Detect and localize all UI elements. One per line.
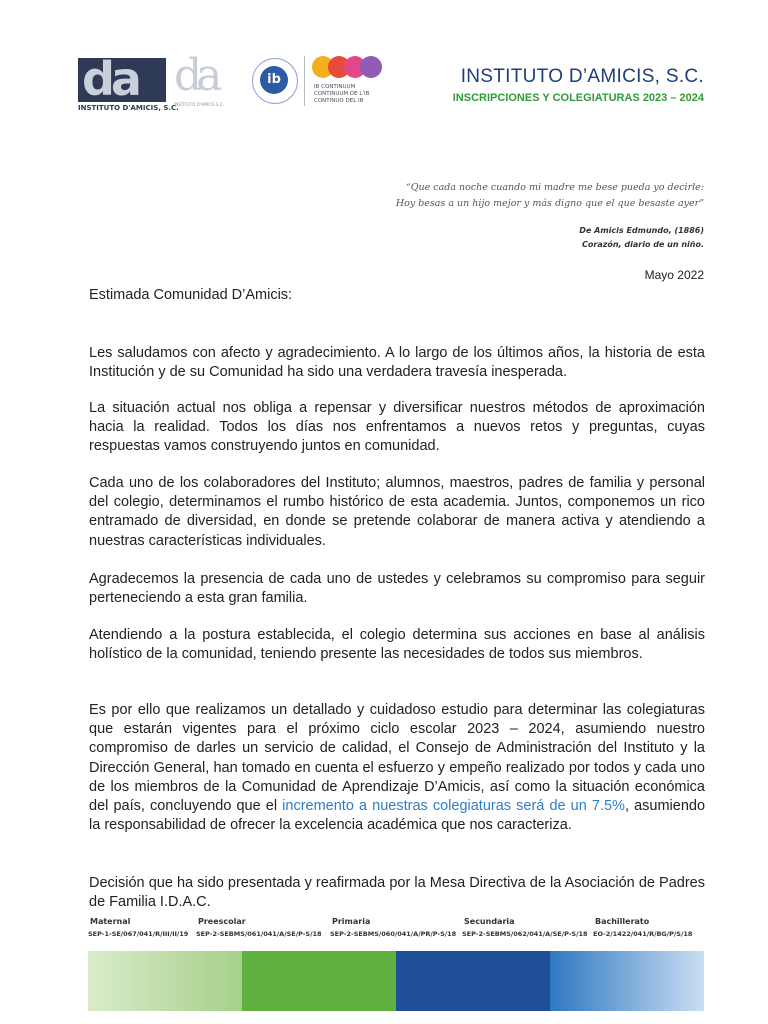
logo-damicis-outline: da INSTITUTO D'AMICIS S.C. — [174, 50, 224, 107]
ib-continuum-dots — [312, 56, 382, 80]
logo-instituto-damicis: da INSTITUTO D'AMICIS, S.C. — [78, 52, 179, 112]
level-bachillerato: Bachillerato EO-2/1422/041/R/BG/P/S/18 — [593, 917, 693, 938]
letter-date: Mayo 2022 — [644, 268, 704, 282]
ib-continuum-logo: IB CONTINUUM CONTINUUM DE L'IB CONTINUO DEL IB — [310, 56, 382, 106]
salutation: Estimada Comunidad D’Amicis: — [89, 287, 293, 303]
paragraph-4: Agradecemos la presencia de cada uno de ustedes y celebramos su compromiso para seguir perteneciendo a esta gran familia. — [89, 571, 705, 607]
band-light-green — [88, 951, 242, 1011]
epigraph-line-2: Hoy besas a un hijo mejor y más digno que el que besaste ayer” — [395, 198, 704, 209]
level-secundaria: Secundaria SEP-2-SEBMS/062/041/A/SE/P-S/18 — [462, 917, 588, 938]
paragraph-7: Decisión que ha sido presentada y reafirmada por la Mesa Directiva de la Asociación de Padres de Familia I.D.A.C. — [89, 875, 705, 911]
band-green — [242, 951, 396, 1011]
institution-title: INSTITUTO D’AMICIS, S.C. — [460, 66, 704, 87]
epigraph-line-1: “Que cada noche cuando mi madre me bese pueda yo decirle: — [405, 182, 704, 193]
paragraph-6: Es por ello que realizamos un detallado y cuidadoso estudio para determinar las colegiaturas que estarán vigentes para el próximo ciclo escolar 2023 – 2024, asumiendo nuestro compromiso de darles un servicio de calidad, el Consejo de Administración del Instituto y la Dirección General, han tomado en cuenta el esfuerzo y empeño realizado por todos y cada uno de los miembros de la Comunidad de Aprendizaje D’Amicis, así como la situación económica del país, concluyendo que el incremento a nuestras colegiaturas será de un 7.5%, asumiendo la responsabilidad de ofrecer la excelencia académica que nos caracteriza. — [89, 702, 706, 834]
epigraph-author: De Amicis Edmundo, (1886) — [579, 226, 704, 235]
band-blue — [550, 951, 704, 1011]
document-subtitle: INSCRIPCIONES Y COLEGIATURAS 2023 – 2024 — [452, 92, 704, 104]
header-divider — [304, 56, 305, 106]
logo-caption: INSTITUTO D'AMICIS, S.C. — [78, 104, 179, 112]
paragraph-5: Atendiendo a la postura establecida, el colegio determina sus acciones en base al análisis holístico de la comunidad, teniendo presente las necesidades de todos sus miembros. — [89, 627, 705, 663]
level-preescolar: Preescolar SEP-2-SEBMS/061/041/A/SE/P-S/18 — [196, 917, 322, 938]
ib-world-school-logo: ib — [252, 58, 298, 104]
tuition-increase-highlight: incremento a nuestras colegiaturas será de un 7.5% — [282, 798, 625, 815]
band-navy — [396, 951, 550, 1011]
paragraph-3: Cada uno de los colaboradores del Instituto; alumnos, maestros, padres de familia y personal del colegio, determinamos el rumbo histórico de esta academia. Juntos, componemos un rico entramado de diversidad, en donde se pretende colaborar de manera activa y atendiendo a nuestras características individuales. — [89, 475, 705, 549]
registration-codes — [88, 917, 708, 943]
level-primaria: Primaria SEP-2-SEBMS/060/041/A/PR/P-S/18 — [330, 917, 457, 938]
epigraph-work: Corazón, diario de un niño. — [582, 240, 704, 249]
paragraph-2: La situación actual nos obliga a repensar y diversificar nuestros métodos de aproximación hacia la realidad. Todos los días nos enfrentamos a nuevos retos y preguntas, cuyas respuestas vamos construyendo juntos en comunidad. — [89, 400, 705, 455]
footer-color-band — [88, 951, 704, 1011]
level-maternal: Maternal SEP-1-SE/067/041/R/III/II/19 — [88, 917, 189, 938]
paragraph-1: Les saludamos con afecto y agradecimiento. A lo largo de los últimos años, la historia de esta Institución y de su Comunidad ha sido una verdadera travesía inesperada. — [89, 345, 705, 381]
